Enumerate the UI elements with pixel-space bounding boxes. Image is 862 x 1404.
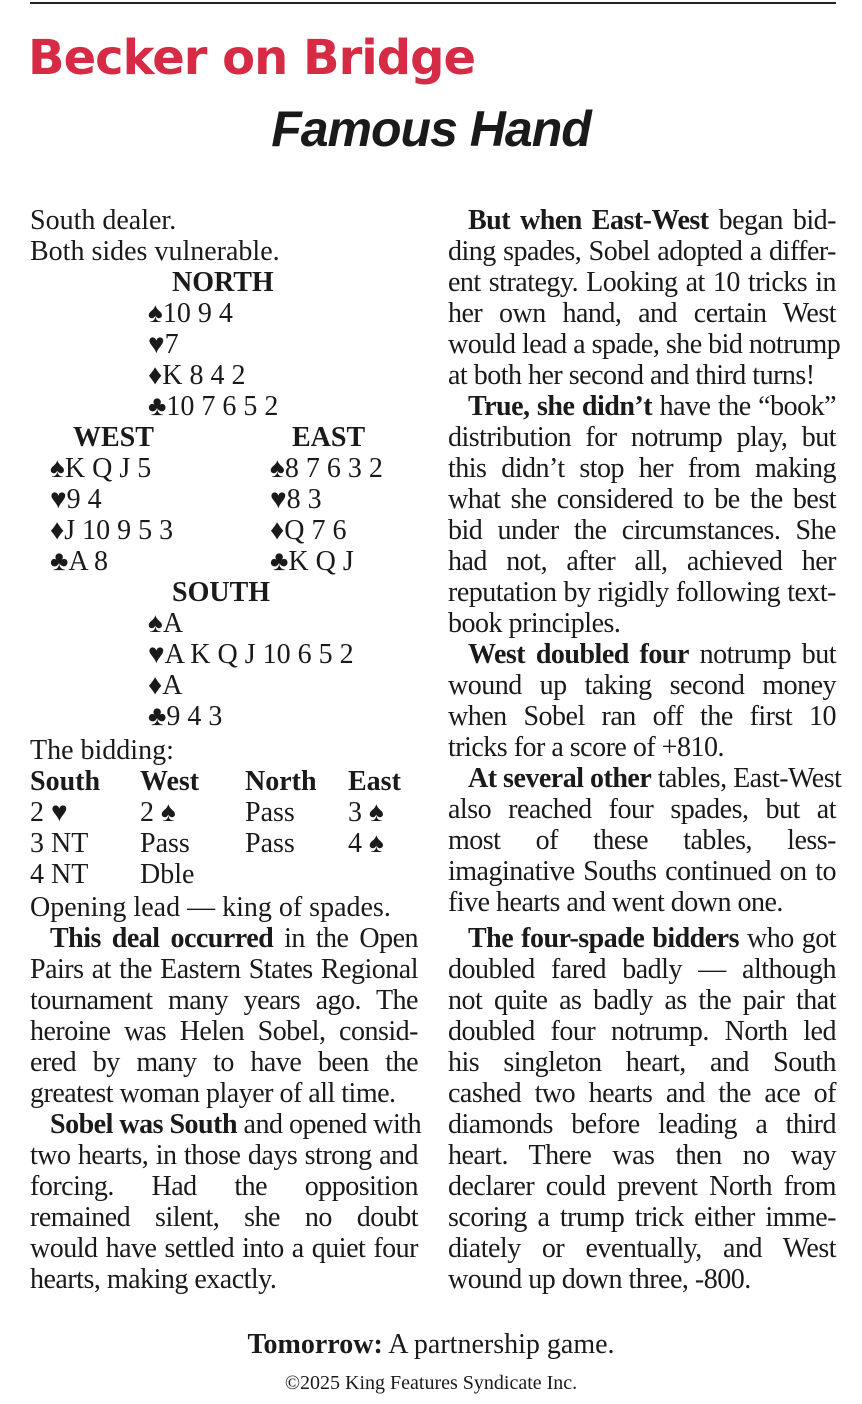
east-diamonds: ♦Q 7 6 bbox=[270, 515, 347, 546]
paragraph-1 bbox=[30, 923, 418, 1109]
top-rule bbox=[30, 2, 836, 4]
south-diamonds: ♦A bbox=[148, 670, 183, 701]
paragraph-line: heart. There was then no way bbox=[448, 1140, 836, 1171]
paragraph-line: forcing. Had the opposition bbox=[30, 1171, 418, 1202]
west-hearts: ♥9 4 bbox=[50, 484, 102, 515]
paragraph-line: ding spades, Sobel adopted a differ- bbox=[448, 236, 836, 267]
bidding-row bbox=[30, 797, 408, 828]
paragraph-6 bbox=[448, 763, 842, 918]
bidding-header-south: South bbox=[30, 766, 101, 797]
bid-cell: 4 NT bbox=[30, 859, 89, 890]
paragraph-line: and opened with bbox=[243, 1109, 422, 1140]
copyright-notice: ©2025 King Features Syndicate Inc. bbox=[284, 1372, 578, 1394]
north-diamonds: ♦K 8 4 2 bbox=[148, 360, 246, 391]
paragraph-line: two hearts, in those days strong and bbox=[30, 1140, 418, 1171]
bidding-table bbox=[30, 766, 408, 890]
paragraph-line: hearts, making exactly. bbox=[30, 1264, 277, 1295]
paragraph-7 bbox=[448, 923, 836, 1295]
bidding-header-north: North bbox=[245, 766, 317, 797]
paragraph-lead: Sobel was South bbox=[50, 1109, 238, 1140]
paragraph-line: remained silent, she no doubt bbox=[30, 1202, 418, 1233]
bidding-header-row bbox=[30, 766, 408, 797]
bidding-row bbox=[30, 859, 408, 890]
paragraph-line: at both her second and third turns! bbox=[448, 360, 815, 391]
paragraph-line: what she considered to be the best bbox=[448, 484, 836, 515]
bid-cell: 4 ♠ bbox=[348, 828, 384, 859]
paragraph-line: distribution for notrump play, but bbox=[448, 422, 836, 453]
east-spades: ♠8 7 6 3 2 bbox=[270, 453, 383, 484]
south-hearts: ♥A K Q J 10 6 5 2 bbox=[148, 639, 354, 670]
paragraph-line: not quite as badly as the pair that bbox=[448, 985, 836, 1016]
west-spades: ♠K Q J 5 bbox=[50, 453, 152, 484]
paragraph-lead: West doubled four bbox=[468, 639, 689, 670]
north-hearts: ♥7 bbox=[148, 329, 179, 360]
paragraph-line: wound up down three, -800. bbox=[448, 1264, 751, 1295]
paragraph-line: doubled four notrump. North led bbox=[448, 1016, 836, 1047]
paragraph-line: reputation by rigidly following text- bbox=[448, 577, 836, 608]
paragraph-line: this didn’t stop her from making bbox=[448, 453, 836, 484]
paragraph-line: doubled fared badly — although bbox=[448, 954, 836, 985]
paragraph-line: heroine was Helen Sobel, consid- bbox=[30, 1016, 418, 1047]
paragraph-3 bbox=[448, 205, 841, 391]
north-spades: ♠10 9 4 bbox=[148, 298, 233, 329]
bidding-label: The bidding: bbox=[30, 735, 174, 766]
paragraph-lead: At several other bbox=[468, 763, 652, 794]
paragraph-lead: But when East-West bbox=[468, 205, 709, 236]
paragraph-line: also reached four spades, but at bbox=[448, 794, 836, 825]
bid-cell: Pass bbox=[245, 797, 295, 828]
east-hearts: ♥8 3 bbox=[270, 484, 322, 515]
bidding-row bbox=[30, 828, 408, 859]
vulnerability-line: Both sides vulnerable. bbox=[30, 236, 280, 267]
paragraph-line: five hearts and went down one. bbox=[448, 887, 783, 918]
paragraph-line: declarer could prevent North from bbox=[448, 1171, 836, 1202]
paragraph-line: his singleton heart, and South bbox=[448, 1047, 836, 1078]
south-clubs: ♣9 4 3 bbox=[148, 701, 223, 732]
bid-cell: 3 NT bbox=[30, 828, 89, 859]
paragraph-4 bbox=[448, 391, 836, 639]
paragraph-line: diamonds before leading a third bbox=[448, 1109, 836, 1140]
column-brand-title: Becker on Bridge bbox=[28, 30, 476, 86]
bid-cell bbox=[245, 859, 348, 890]
tomorrow-label: Tomorrow: bbox=[247, 1329, 383, 1360]
bid-cell: 2 ♠ bbox=[140, 797, 176, 828]
paragraph-line: Pairs at the Eastern States Regional bbox=[30, 954, 418, 985]
bidding-header-east: East bbox=[348, 766, 401, 797]
east-label: EAST bbox=[292, 422, 366, 453]
opening-lead: Opening lead — king of spades. bbox=[30, 892, 391, 923]
west-diamonds: ♦J 10 9 5 3 bbox=[50, 515, 174, 546]
paragraph-line: book principles. bbox=[448, 608, 621, 639]
paragraph-line: most of these tables, less- bbox=[448, 825, 836, 856]
north-clubs: ♣10 7 6 5 2 bbox=[148, 391, 279, 422]
tomorrow-text: A partnership game. bbox=[388, 1329, 615, 1360]
paragraph-line: bid under the circumstances. She bbox=[448, 515, 836, 546]
bid-cell: 3 ♠ bbox=[348, 797, 384, 828]
paragraph-line: ent strategy. Looking at 10 tricks in bbox=[448, 267, 836, 298]
bid-cell: Pass bbox=[245, 828, 295, 859]
paragraph-line: when Sobel ran off the first 10 bbox=[448, 701, 836, 732]
paragraph-line: would have settled into a quiet four bbox=[30, 1233, 418, 1264]
paragraph-2 bbox=[30, 1109, 422, 1295]
paragraph-line: who got bbox=[747, 923, 836, 954]
paragraph-line: tables, East-West bbox=[657, 763, 842, 794]
west-label: WEST bbox=[73, 422, 154, 453]
dealer-line: South dealer. bbox=[30, 205, 177, 236]
paragraph-line: imaginative Souths continued on to bbox=[448, 856, 836, 887]
paragraph-line: greatest woman player of all time. bbox=[30, 1078, 396, 1109]
paragraph-line: her own hand, and certain West bbox=[448, 298, 836, 329]
paragraph-line: ered by many to have been the bbox=[30, 1047, 418, 1078]
paragraph-line: tricks for a score of +810. bbox=[448, 732, 724, 763]
paragraph-line: wound up taking second money bbox=[448, 670, 836, 701]
east-clubs: ♣K Q J bbox=[270, 546, 354, 577]
bid-cell bbox=[348, 859, 408, 890]
paragraph-line: have the “book” bbox=[659, 391, 836, 422]
paragraph-line: tournament many years ago. The bbox=[30, 985, 418, 1016]
paragraph-line: in the Open bbox=[284, 923, 418, 954]
paragraph-lead: True, she didn’t bbox=[468, 391, 653, 422]
paragraph-line: diately or eventually, and West bbox=[448, 1233, 836, 1264]
tomorrow-teaser bbox=[0, 1329, 862, 1361]
west-clubs: ♣A 8 bbox=[50, 546, 109, 577]
paragraph-line: scoring a trump trick either imme- bbox=[448, 1202, 836, 1233]
bidding-header-west: West bbox=[140, 766, 200, 797]
bid-cell: Pass bbox=[140, 828, 190, 859]
paragraph-line: cashed two hearts and the ace of bbox=[448, 1078, 836, 1109]
paragraph-line: began bid- bbox=[718, 205, 836, 236]
paragraph-line: notrump but bbox=[699, 639, 836, 670]
north-label: NORTH bbox=[172, 267, 274, 298]
column-subtitle: Famous Hand bbox=[271, 101, 591, 157]
paragraph-lead: The four-spade bidders bbox=[468, 923, 739, 954]
bid-cell: 2 ♥ bbox=[30, 797, 68, 828]
south-spades: ♠A bbox=[148, 608, 184, 639]
paragraph-line: would lead a spade, she bid notrump bbox=[448, 329, 841, 360]
paragraph-lead: This deal occurred bbox=[50, 923, 274, 954]
south-label: SOUTH bbox=[172, 577, 271, 608]
paragraph-line: had not, after all, achieved her bbox=[448, 546, 836, 577]
bid-cell: Dble bbox=[140, 859, 195, 890]
paragraph-5 bbox=[448, 639, 836, 763]
